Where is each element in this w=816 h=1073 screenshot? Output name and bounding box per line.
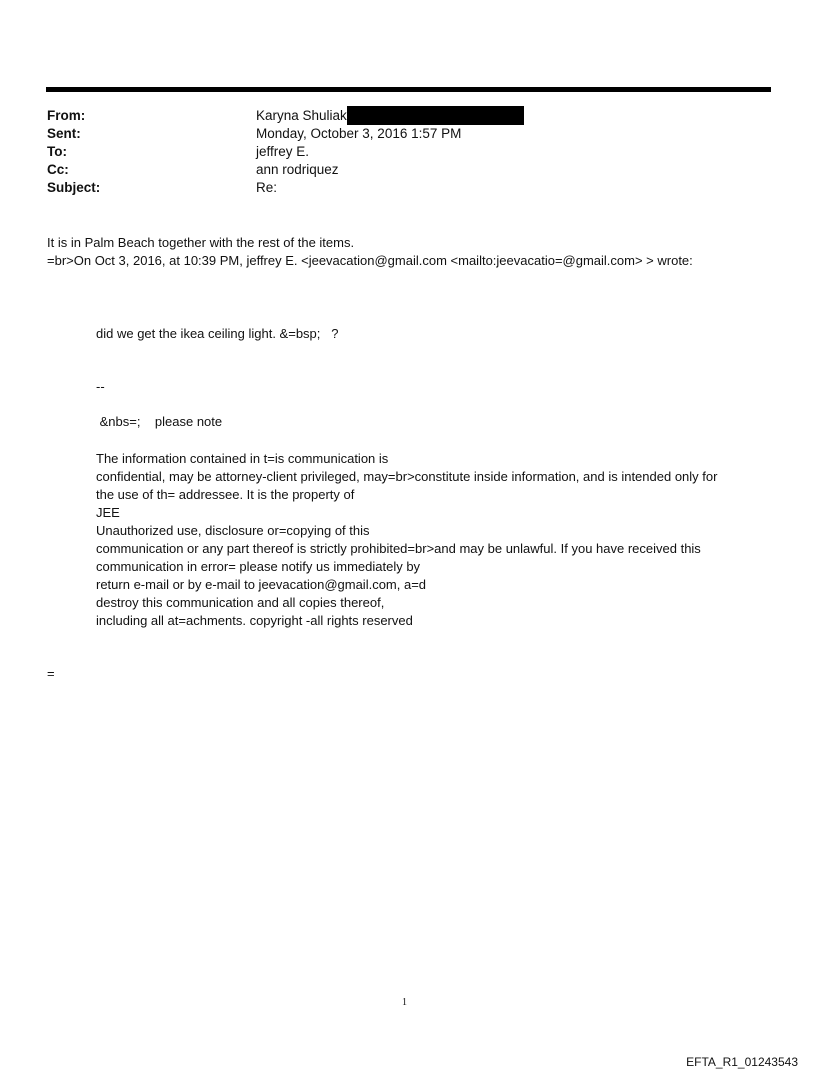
quote-attribution-line: =br>On Oct 3, 2016, at 10:39 PM, jeffrey E. <jeevacation@gmail.com <mailto:jeevacatio=@gmail.com> > wrote: [47,253,693,268]
from-label: From: [47,108,86,123]
signature-separator: -- [96,379,105,394]
disclaimer-line: including all at=achments. copyright -all rights reserved [96,613,413,628]
to-label: To: [47,144,67,159]
please-note-line: &nbs=; please note [96,414,223,429]
trailing-equals: = [47,666,55,681]
sent-value: Monday, October 3, 2016 1:57 PM [256,126,462,141]
disclaimer-line: Unauthorized use, disclosure or=copying of this [96,523,370,538]
quoted-question: did we get the ikea ceiling light. &=bsp; ? [96,326,339,341]
disclaimer-line: the use of th= addressee. It is the property of [96,487,355,502]
reply-line: It is in Palm Beach together with the rest of the items. [47,235,355,250]
disclaimer-line: communication or any part thereof is strictly prohibited=br>and may be unlawful. If you have received this [96,541,701,556]
disclaimer-line: JEE [96,505,120,520]
to-value: jeffrey E. [256,144,310,159]
from-value: Karyna Shuliak [256,108,347,123]
bates-number: EFTA_R1_01243543 [686,1055,798,1069]
redaction-block [347,106,524,125]
cc-label: Cc: [47,162,69,177]
disclaimer-line: return e-mail or by e-mail to jeevacation@gmail.com, a=d [96,577,427,592]
subject-value: Re: [256,180,278,195]
header-rule [46,87,771,92]
disclaimer-line: destroy this communication and all copies thereof, [96,595,385,610]
page-number: 1 [402,997,407,1008]
cc-value: ann rodriquez [256,162,339,177]
disclaimer-line: confidential, may be attorney-client privileged, may=br>constitute inside information, and is intended only for [96,469,718,484]
disclaimer-line: communication in error= please notify us immediately by [96,559,421,574]
disclaimer-line: The information contained in t=is communication is [96,451,389,466]
subject-label: Subject: [47,180,101,195]
sent-label: Sent: [47,126,81,141]
